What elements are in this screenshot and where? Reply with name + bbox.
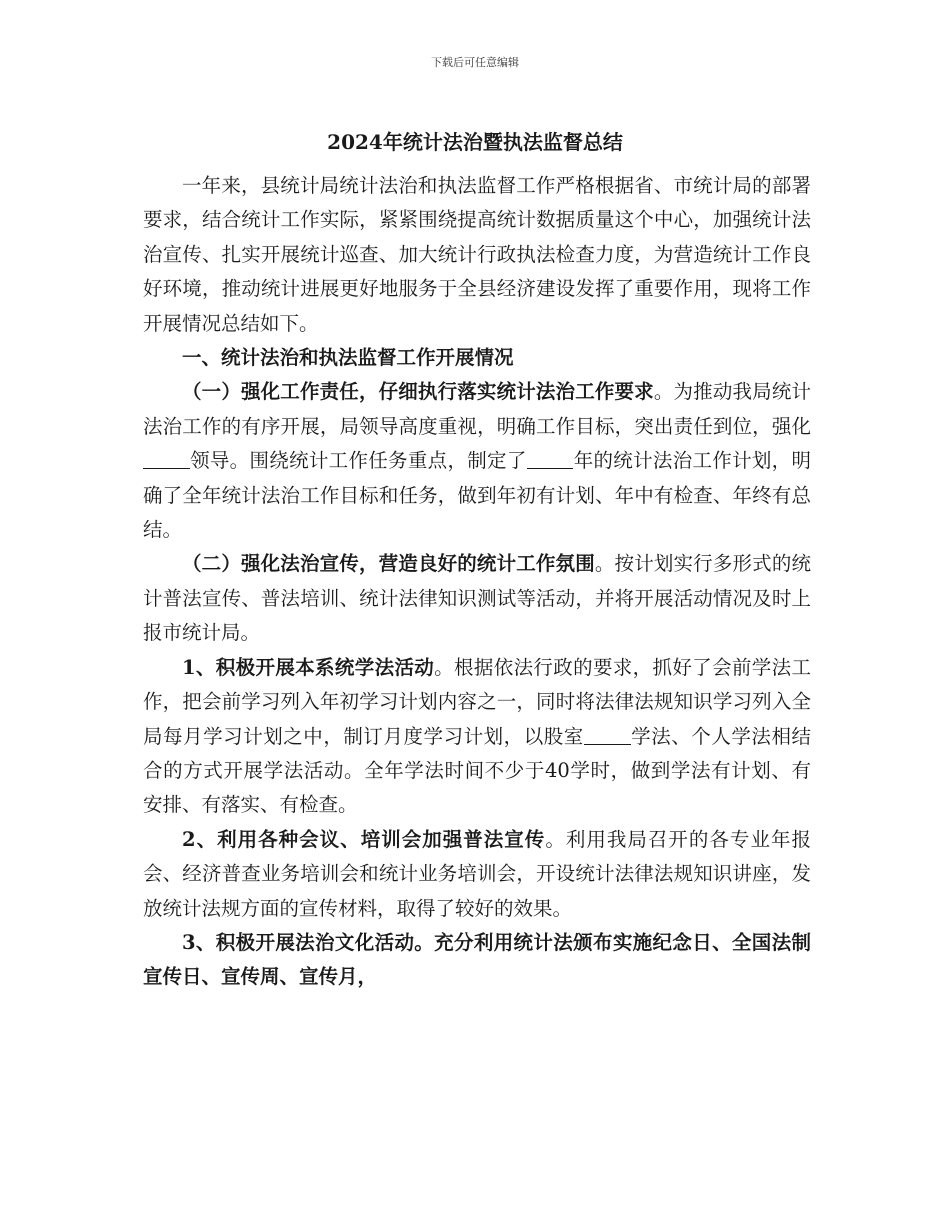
blank-line bbox=[584, 724, 631, 745]
paragraph-text: 领导。围绕统计工作任务重点，制定了 bbox=[189, 449, 527, 473]
blank-line bbox=[143, 449, 190, 470]
blank-line bbox=[527, 449, 574, 470]
intro-paragraph: 一年来，县统计局统计法治和执法监督工作严格根据省、市统计局的部署要求，结合统计工作实际，紧紧围绕提高统计数据质量这个中心，加强统计法治宣传、扎实开展统计巡查、加大统计行政执法检查力度，为营造统计工作良好环境，推动统计进展更好地服务于全县经济建设发挥了重要作用，现将工作开展情况总结如下。 bbox=[143, 174, 811, 335]
subheading-1: （一）强化工作责任，仔细执行落实统计法治工作要求 bbox=[182, 380, 654, 404]
paragraph-text: 。根据依法行政的要求，抓好了会前学法工作，把会前学习列入年初学习计划内容之一，同时将法律法规知识学习列入全局每月学习计划之中，制订月度学习计划，以股室 bbox=[143, 655, 811, 748]
section-heading-1: 一、统计法治和执法监督工作开展情况 bbox=[182, 346, 514, 370]
document-title: 2024年统计法治暨执法监督总结 bbox=[327, 130, 623, 154]
paragraph-study bbox=[143, 651, 811, 823]
paragraph-text: 。为推动我局统计法治工作的有序开展，局领导高度重视，明确工作目标，突出责任到位，强化 bbox=[143, 380, 811, 438]
item-heading-1: 1、积极开展本系统学法活动 bbox=[182, 655, 435, 679]
download-note: 下载后可任意编辑 bbox=[431, 56, 519, 69]
paragraph-meetings bbox=[143, 823, 811, 926]
paragraph-publicity bbox=[143, 547, 811, 650]
item-heading-2: 2、利用各种会议、培训会加强普法宣传 bbox=[182, 827, 546, 851]
paragraph-text: 学法、个人学法相结合的方式开展学法活动。全年学法时间不少于40学时，做到学法有计划、有安排、有落实、有检查。 bbox=[143, 724, 811, 817]
paragraph-text: 。按计划实行多形式的统计普法宣传、普法培训、统计法律知识测试等活动，并将开展活动情况及时上报市统计局。 bbox=[143, 552, 811, 645]
subheading-2: （二）强化法治宣传，营造良好的统计工作氛围 bbox=[182, 552, 595, 576]
paragraph-culture: 3、积极开展法治文化活动。充分利用统计法颁布实施纪念日、全国法制宣传日、宣传周、宣传月， bbox=[143, 930, 811, 989]
document-body bbox=[143, 169, 811, 995]
paragraph-responsibility bbox=[143, 375, 811, 547]
paragraph-text: 年的统计法治工作计划，明确了全年统计法治工作目标和任务，做到年初有计划、年中有检查、年终有总结。 bbox=[143, 449, 811, 542]
paragraph-text: 。利用我局召开的各专业年报会、经济普查业务培训会和统计业务培训会，开设统计法律法规知识讲座，发放统计法规方面的宣传材料，取得了较好的效果。 bbox=[143, 827, 811, 920]
